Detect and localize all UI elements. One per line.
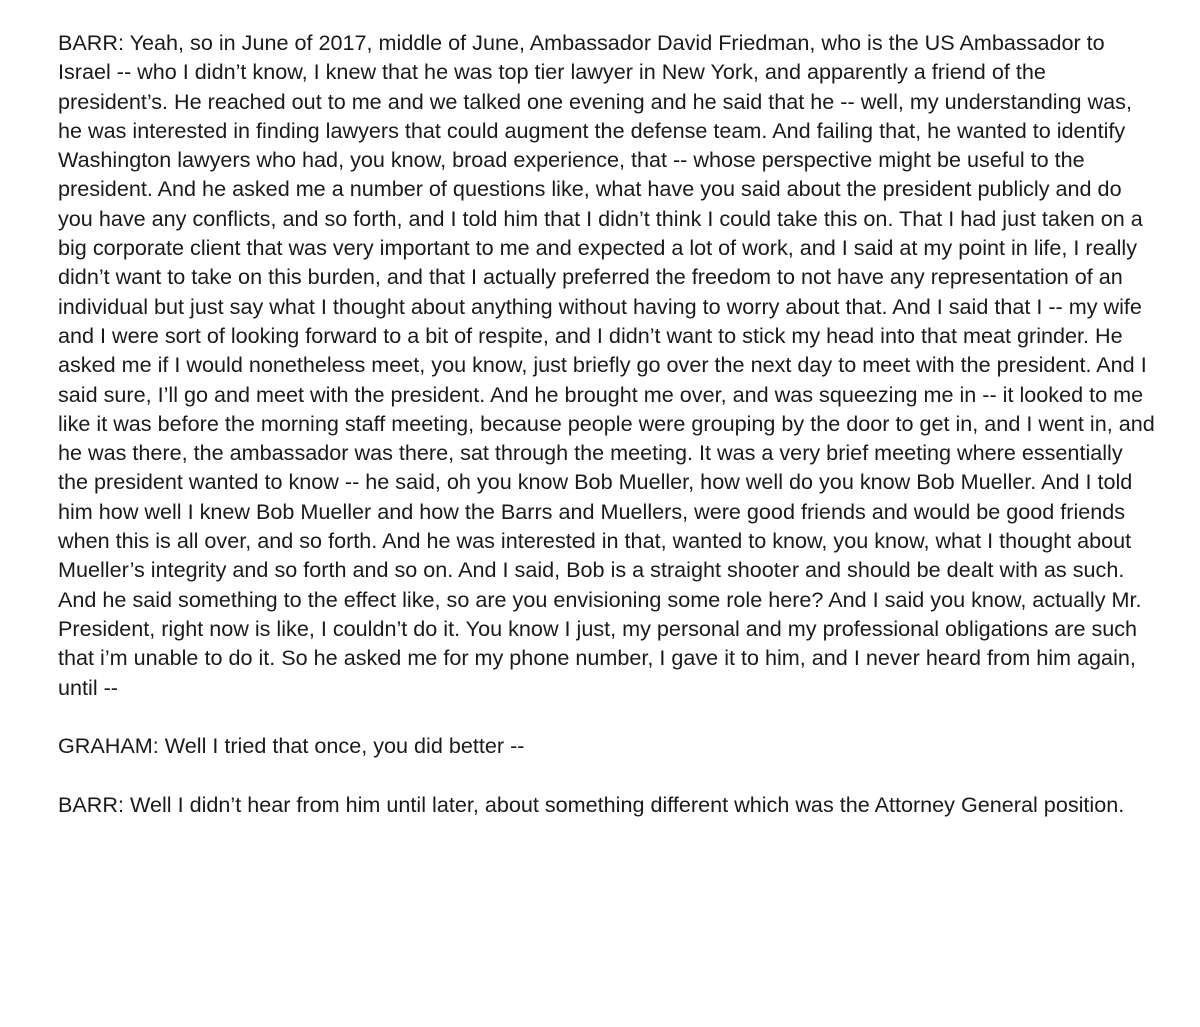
transcript-body xyxy=(58,28,1158,819)
transcript-paragraph-barr-2: BARR: Well I didn’t hear from him until later, about something different which was the Attorney General position. xyxy=(58,791,1125,817)
transcript-paragraph-graham: GRAHAM: Well I tried that once, you did better -- xyxy=(58,733,525,759)
transcript-paragraph-barr-1: BARR: Yeah, so in June of 2017, middle of June, Ambassador David Friedman, who is the US Ambassador to Israel -- who I didn’t know, I knew that he was top tier lawyer in New York, and apparently a friend of the president’s. He reached out to me and we talked one evening and he said that he -- well, my understanding was, he was interested in finding lawyers that could augment the defense team. And failing that, he wanted to identify Washington lawyers who had, you know, broad experience, that -- whose perspective might be useful to the president. And he asked me a number of questions like, what have you said about the president publicly and do you have any conflicts, and so forth, and I told him that I didn’t think I could take this on. That I had just taken on a big corporate client that was very important to me and expected a lot of work, and I said at my point in life, I really didn’t want to take on this burden, and that I actually preferred the freedom to not have any representation of an individual but just say what I thought about anything without having to worry about that. And I said that I -- my wife and I were sort of looking forward to a bit of respite, and I didn’t want to stick my head into that meat grinder. He asked me if I would nonetheless meet, you know, just briefly go over the next day to meet with the president. And I said sure, I’ll go and meet with the president. And he brought me over, and was squeezing me in -- it looked to me like it was before the morning staff meeting, because people were grouping by the door to get in, and I went in, and he was there, the ambassador was there, sat through the meeting. It was a very brief meeting where essentially the president wanted to know -- he said, oh you know Bob Mueller, how well do you know Bob Mueller. And I told him how well I knew Bob Mueller and how the Barrs and Muellers, were good friends and would be good friends when this is all over, and so forth. And he was interested in that, wanted to know, you know, what I thought about Mueller’s integrity and so forth and so on. And I said, Bob is a straight shooter and should be dealt with as such. And he said something to the effect like, so are you envisioning some role here? And I said you know, actually Mr. President, right now is like, I couldn’t do it. You know I just, my personal and my professional obligations are such that i’m unable to do it. So he asked me for my phone number, I gave it to him, and I never heard from him again, until -- xyxy=(58,30,1155,700)
